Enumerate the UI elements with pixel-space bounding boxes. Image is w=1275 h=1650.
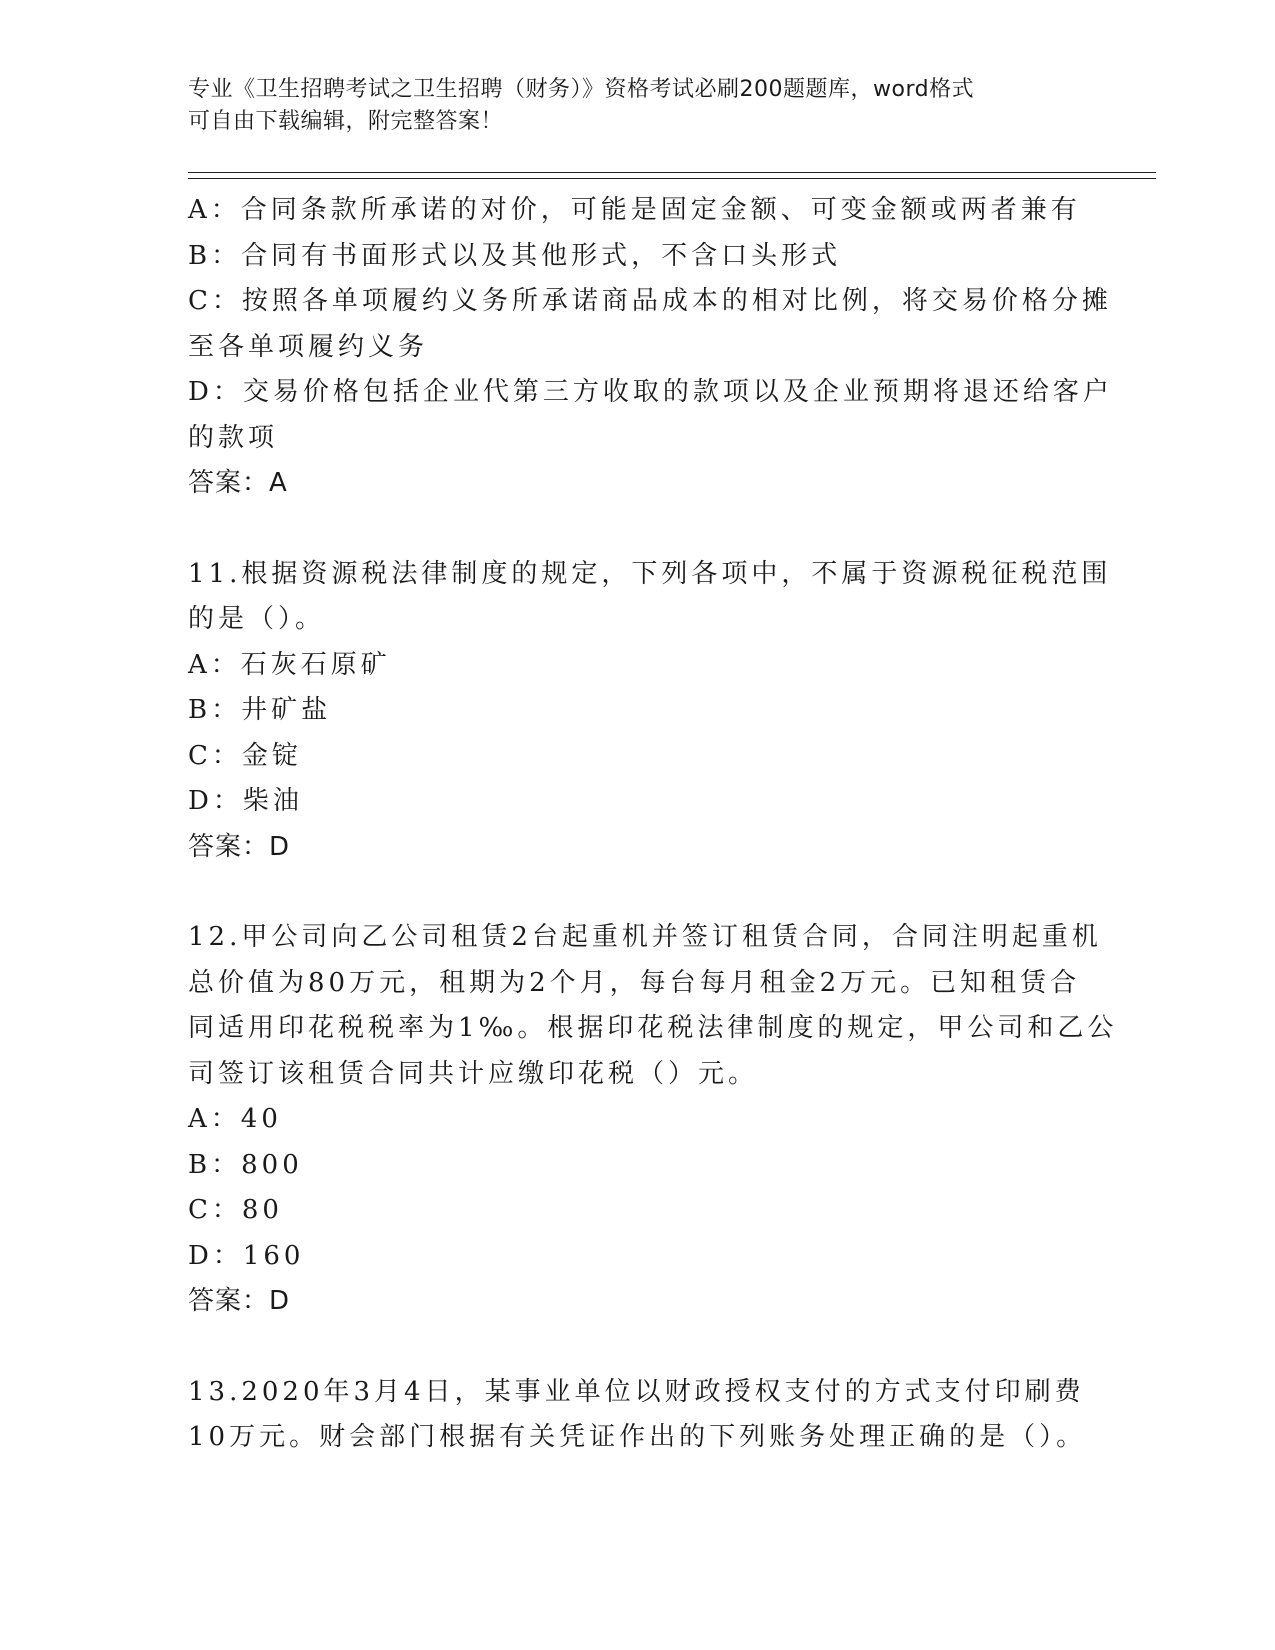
q13-stem-line-1: 13.2020年3月4日，某事业单位以财政授权支付的方式支付印刷费 xyxy=(188,1376,1085,1407)
q11-answer: 答案：D xyxy=(188,831,291,862)
q12-option-d: D：160 xyxy=(188,1240,305,1271)
q10-option-d-line-1: D：交易价格包括企业代第三方收取的款项以及企业预期将退还给客户 xyxy=(188,377,1113,407)
q12-option-c: C：80 xyxy=(188,1195,283,1225)
q11-stem-line-2: 的是（）。 xyxy=(188,604,326,634)
question-10-block xyxy=(188,188,1113,507)
header-title-line-1: 专业《卫生招聘考试之卫生招聘（财务）》资格考试必刷200题题库，word格式 xyxy=(188,77,975,102)
q12-stem-line-3: 同适用印花税税率为1‰。根据印花税法律制度的规定，甲公司和乙公 xyxy=(188,1013,1118,1043)
q11-option-a: A：石灰石原矿 xyxy=(188,649,391,680)
q12-option-b: B：800 xyxy=(188,1149,303,1180)
q10-option-a: A：合同条款所承诺的对价，可能是固定金额、可变金额或两者兼有 xyxy=(188,195,1081,225)
q11-stem-line-1: 11.根据资源税法律制度的规定，下列各项中，不属于资源税征税范围 xyxy=(188,558,1112,589)
question-list xyxy=(188,188,1118,1461)
header-divider-top xyxy=(188,172,1156,173)
question-spacer xyxy=(188,1325,1088,1370)
question-12-block xyxy=(188,915,1118,1325)
q10-option-d-line-2: 的款项 xyxy=(188,422,279,453)
document-header xyxy=(188,74,1068,138)
q11-option-b: B：井矿盐 xyxy=(188,695,332,725)
header-divider-bottom xyxy=(188,178,1156,179)
q11-option-c: C：金锭 xyxy=(188,740,302,771)
q10-option-b: B：合同有书面形式以及其他形式，不含口头形式 xyxy=(188,240,842,271)
q13-stem-line-2: 10万元。财会部门根据有关凭证作出的下列账务处理正确的是（）。 xyxy=(188,1422,1087,1452)
q12-stem-line-2: 总价值为80万元，租期为2个月，每台每月租金2万元。已知租赁合 xyxy=(188,967,1081,998)
question-spacer xyxy=(188,507,1088,552)
q10-option-c-line-2: 至各单项履约义务 xyxy=(188,331,429,362)
header-title-line-2: 可自由下载编辑，附完整答案！ xyxy=(188,109,504,134)
question-13-block xyxy=(188,1370,1088,1461)
q10-option-c-line-1: C：按照各单项履约义务所承诺商品成本的相对比例，将交易价格分摊 xyxy=(188,286,1112,316)
question-spacer xyxy=(188,870,1088,915)
q10-answer: 答案：A xyxy=(188,468,288,498)
q12-answer: 答案：D xyxy=(188,1286,291,1316)
q12-option-a: A：40 xyxy=(188,1104,282,1134)
question-11-block xyxy=(188,552,1112,871)
q12-stem-line-1: 12.甲公司向乙公司租赁2台起重机并签订租赁合同，合同注明起重机 xyxy=(188,922,1102,952)
q12-stem-line-4: 司签订该租赁合同共计应缴印花税（）元。 xyxy=(188,1058,759,1089)
q11-option-d: D：柴油 xyxy=(188,786,303,816)
